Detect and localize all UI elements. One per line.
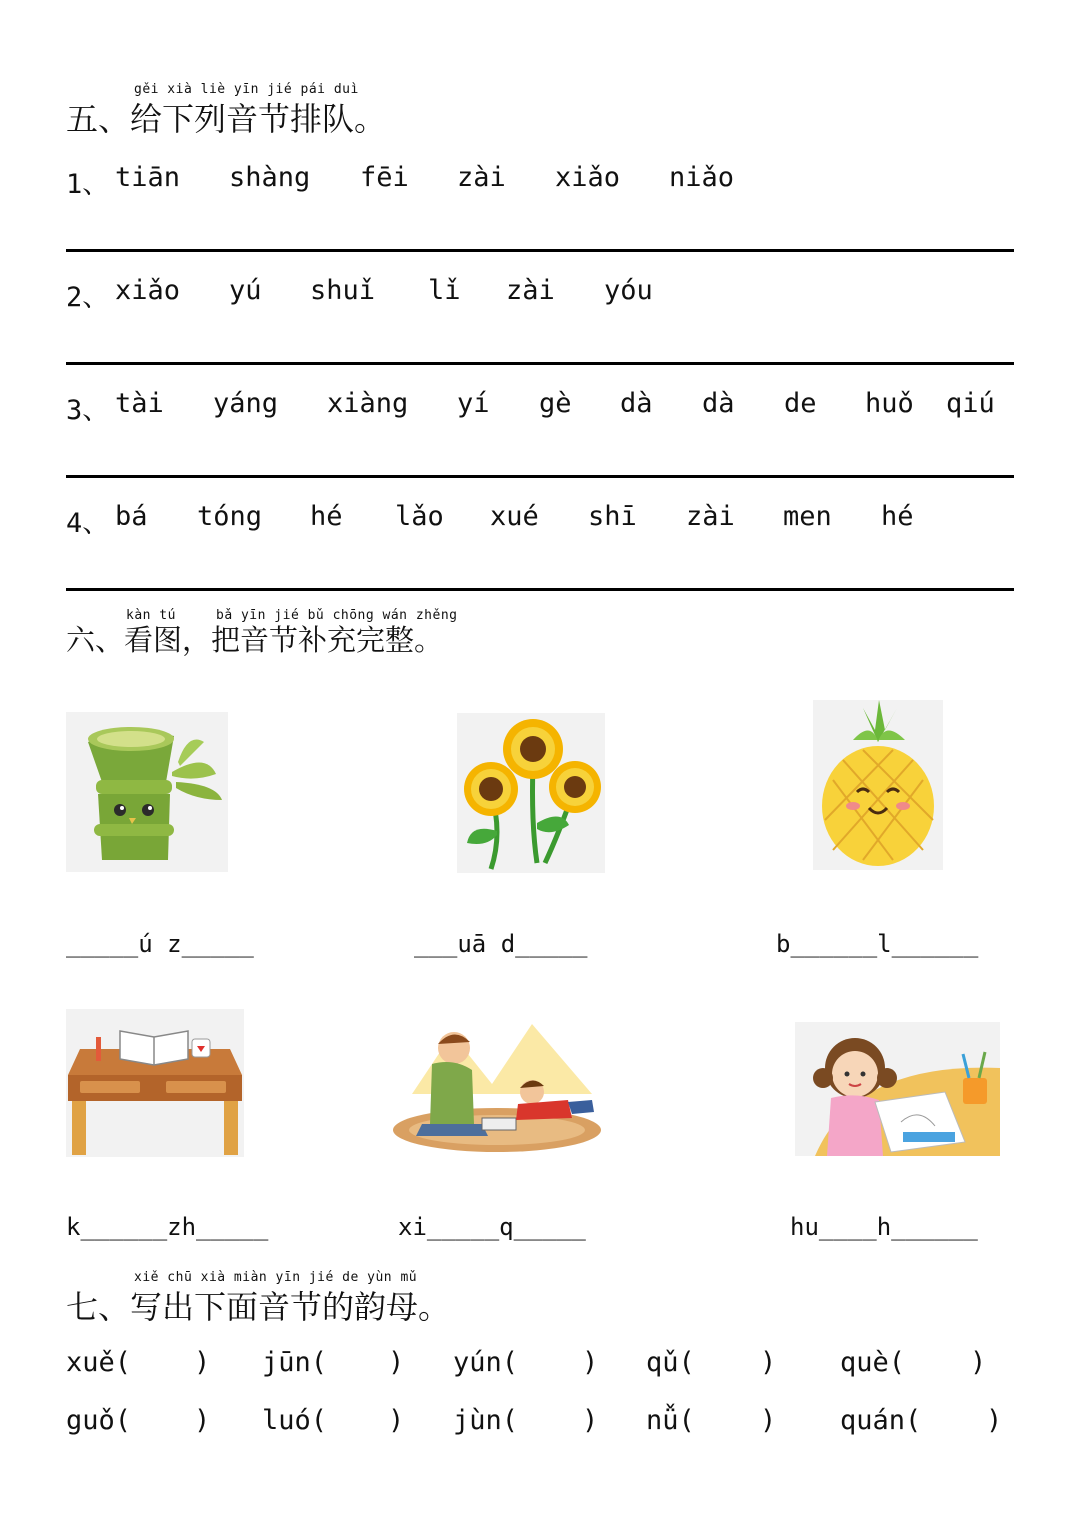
pinyin-word: shī [588, 501, 637, 532]
answer-line-2[interactable] [66, 362, 1014, 365]
syllable-guǒ: guǒ( [66, 1405, 132, 1436]
section5-title: 五、给下列音节排队。 [66, 100, 387, 138]
pinyin-word: niǎo [669, 162, 735, 193]
syllable-què: què( [840, 1347, 906, 1378]
row-number: 3、 [66, 395, 110, 426]
answer-blank[interactable]: ) [986, 1405, 1003, 1436]
pinyin-word: yóu [604, 275, 653, 306]
pinyin-word: fēi [360, 162, 409, 193]
desk-image [66, 1009, 244, 1157]
pinyin-word: shuǐ [310, 275, 376, 306]
section7-title: 七、写出下面音节的韵母。 [66, 1288, 451, 1326]
pinyin-word: zài [506, 275, 555, 306]
section5-pinyin: gěi xià liè yīn jié pái duì [134, 82, 359, 97]
bamboo-image [66, 712, 228, 872]
blank-desk[interactable]: k______zh_____ [66, 1213, 269, 1241]
pinyin-word: dà [620, 388, 653, 419]
pinyin-word: xiǎo [115, 275, 181, 306]
pinyin-word: lǐ [428, 275, 461, 306]
pinyin-word: bá [115, 501, 148, 532]
answer-blank[interactable]: ) [388, 1347, 405, 1378]
pinyin-word: yáng [213, 388, 279, 419]
syllable-jūn: jūn( [262, 1347, 328, 1378]
row-number: 4、 [66, 508, 110, 539]
pinyin-word: qiú [946, 388, 995, 419]
pinyin-word: hé [881, 501, 914, 532]
section7-pinyin: xiě chū xià miàn yīn jié de yùn mǔ [134, 1270, 418, 1285]
answer-blank[interactable]: ) [970, 1347, 987, 1378]
pinyin-word: gè [539, 388, 572, 419]
answer-line-4[interactable] [66, 588, 1014, 591]
answer-line-1[interactable] [66, 249, 1014, 252]
syllable-qǔ: qǔ( [646, 1347, 695, 1378]
row-number: 1、 [66, 169, 110, 200]
blank-chess[interactable]: xi_____q_____ [398, 1213, 586, 1241]
pinyin-word: yí [457, 388, 490, 419]
pinyin-word: yú [229, 275, 262, 306]
pinyin-word: zài [686, 501, 735, 532]
syllable-luó: luó( [262, 1405, 328, 1436]
pineapple-image [813, 700, 943, 870]
pinyin-word: tài [115, 388, 164, 419]
answer-blank[interactable]: ) [388, 1405, 405, 1436]
section6-pinyin-a: kàn tú [126, 608, 176, 623]
syllable-quán: quán( [840, 1405, 922, 1436]
pinyin-word: dà [702, 388, 735, 419]
pinyin-word: shàng [229, 162, 311, 193]
pinyin-word: huǒ [865, 388, 914, 419]
pinyin-word: xiàng [327, 388, 409, 419]
syllable-xuě: xuě( [66, 1347, 132, 1378]
answer-blank[interactable]: ) [194, 1405, 211, 1436]
answer-blank[interactable]: ) [760, 1405, 777, 1436]
syllable-yún: yún( [453, 1347, 519, 1378]
pinyin-word: zài [457, 162, 506, 193]
answer-blank[interactable]: ) [582, 1347, 599, 1378]
drawing-girl-image [795, 1022, 1000, 1156]
answer-line-3[interactable] [66, 475, 1014, 478]
row-number: 2、 [66, 282, 110, 313]
pinyin-word: xué [490, 501, 539, 532]
pinyin-word: tóng [197, 501, 263, 532]
answer-blank[interactable]: ) [582, 1405, 599, 1436]
blank-drawing[interactable]: hu____h______ [790, 1213, 978, 1241]
pinyin-word: lǎo [395, 501, 444, 532]
pinyin-word: xiǎo [555, 162, 621, 193]
answer-blank[interactable]: ) [194, 1347, 211, 1378]
pinyin-word: de [784, 388, 817, 419]
pinyin-word: tiān [115, 162, 181, 193]
pinyin-word: men [783, 501, 832, 532]
syllable-jùn: jùn( [453, 1405, 519, 1436]
blank-pineapple[interactable]: b______l______ [776, 930, 979, 958]
section6-title: 六、看图，把音节补充完整。 [66, 623, 444, 657]
syllable-nǚ: nǚ( [646, 1405, 695, 1436]
answer-blank[interactable]: ) [760, 1347, 777, 1378]
blank-sunflower[interactable]: ___uā d_____ [414, 930, 588, 958]
chess-image [392, 1014, 602, 1154]
sunflowers-image [457, 713, 605, 873]
section6-pinyin-b: bǎ yīn jié bǔ chōng wán zhěng [216, 608, 458, 623]
pinyin-word: hé [310, 501, 343, 532]
blank-bamboo[interactable]: _____ú z_____ [66, 930, 254, 958]
